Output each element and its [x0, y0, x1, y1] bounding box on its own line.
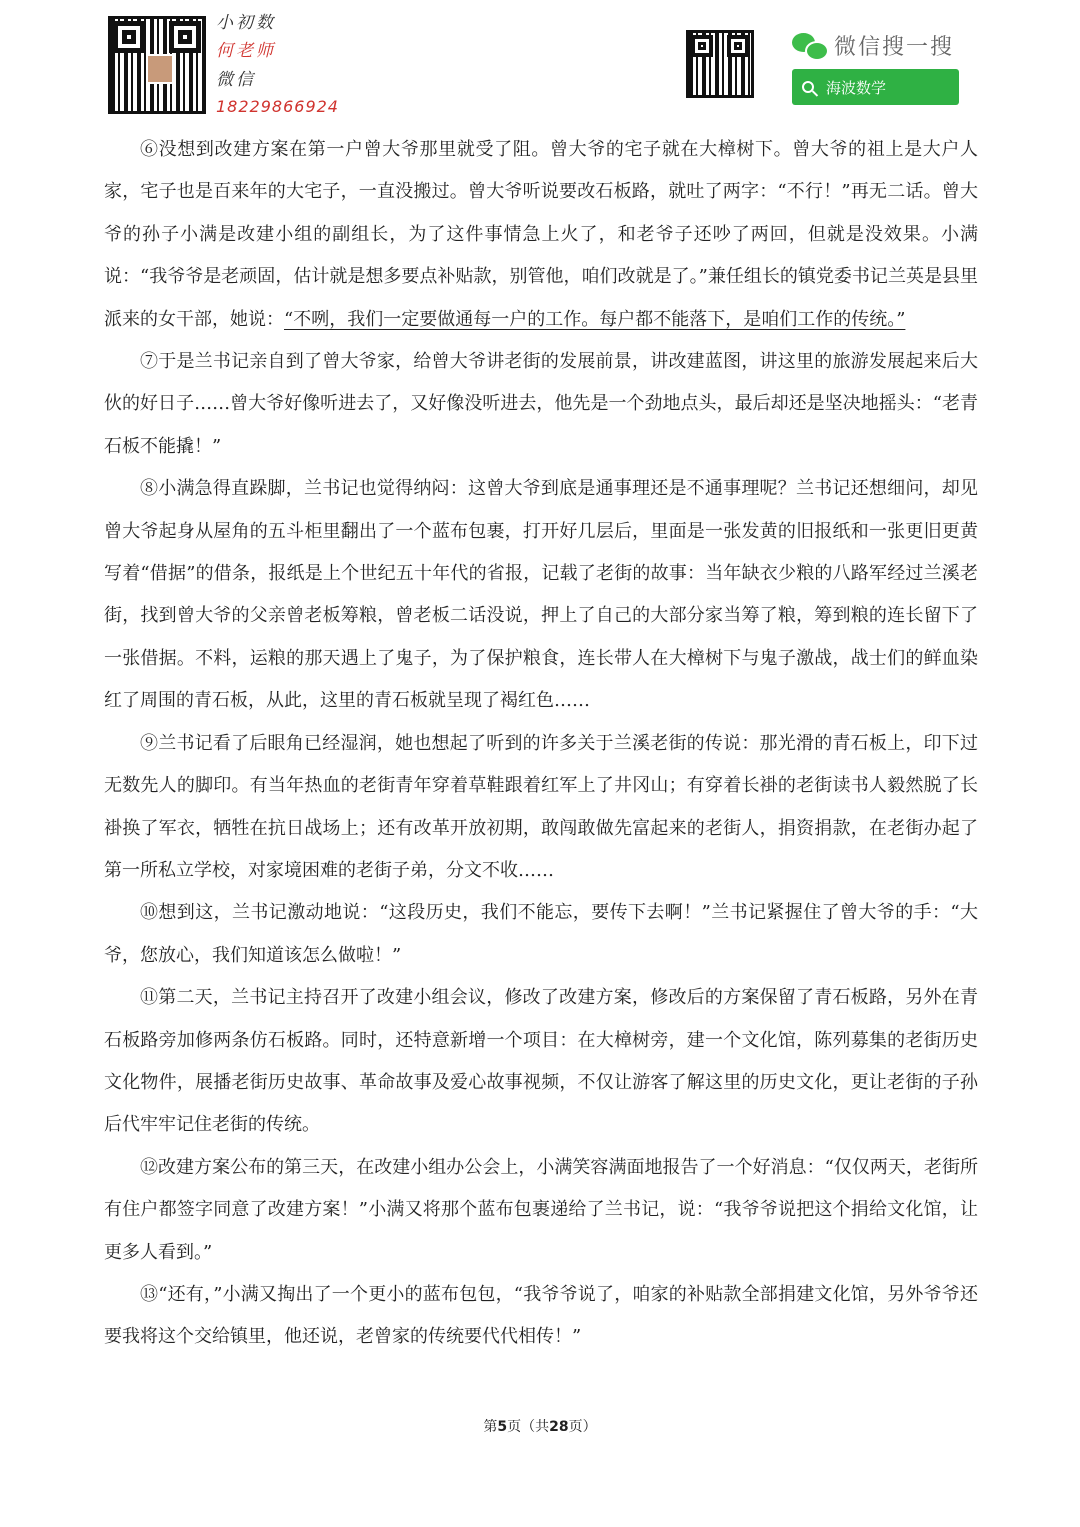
qr-code-right	[686, 30, 754, 98]
footer-middle: 页（共	[507, 1419, 550, 1435]
paragraph-7: ⑦于是兰书记亲自到了曾大爷家，给曾大爷讲老街的发展前景，讲改建蓝图，讲这里的旅游发展起来后大伙的好日子……曾大爷好像听进去了，又好像没听进去，他先是一个劲地点头，最后却还是坚决地摇头：“老青石板不能撬！”	[104, 351, 978, 457]
paragraph-12: ⑫改建方案公布的第三天，在改建小组办公会上，小满笑容满面地报告了一个好消息：“仅仅两天，老街所有住户都签字同意了改建方案！”小满又将那个蓝布包裹递给了兰书记，说：“我爷爷说把这个捐给文化馆，让更多人看到。”	[104, 1156, 978, 1263]
paragraph-11: ⑪第二天，兰书记主持召开了改建小组会议，修改了改建方案，修改后的方案保留了青石板路，另外在青石板路旁加修两条仿石板路。同时，还特意新增一个项目：在大樟树旁，建一个文化馆，陈列募集的老街历史文化物件，展播老街历史故事、革命故事及爱心故事视频，不仅让游客了解这里的历史文化，更让老街的子孙后代牢牢记住老街的传统。	[104, 987, 978, 1136]
qr-avatar-photo	[146, 54, 174, 84]
paragraph-10: ⑩想到这，兰书记激动地说：“这段历史，我们不能忘，要传下去啊！”兰书记紧握住了曾大爷的手：“大爷，您放心，我们知道该怎么做啦！”	[104, 902, 978, 966]
paragraph-8: ⑧小满急得直跺脚，兰书记也觉得纳闷：这曾大爷到底是通事理还是不通事理呢？兰书记还想细问，却见曾大爷起身从屋角的五斗柜里翻出了一个蓝布包裹，打开好几层后，里面是一张发黄的旧报纸和一张更旧更黄写着“借据”的借条，报纸是上个世纪五十年代的省报，记载了老街的故事：当年缺衣少粮的八路军经过兰溪老街，找到曾大爷的父亲曾老板筹粮，曾老板二话没说，押上了自己的大部分家当筹了粮，筹到粮的连长留下了一张借据。不料，运粮的那天遇上了鬼子，为了保护粮食，连长带人在大樟树下与鬼子激战，战士们的鲜血染红了周围的青石板，从此，这里的青石板就呈现了褐红色……	[104, 478, 978, 712]
wechat-search-button[interactable]	[792, 69, 959, 105]
handwriting-line-1: 小初数	[216, 13, 276, 33]
article-body	[104, 129, 978, 1359]
underlined-quote: “不咧，我们一定要做通每一户的工作。每户都不能落下，是咱们工作的传统。”	[284, 308, 906, 330]
handwriting-line-3: 微信	[216, 70, 256, 90]
paragraph-6	[104, 129, 978, 341]
page-footer	[0, 1416, 1080, 1436]
footer-prefix: 第	[483, 1419, 498, 1435]
search-icon	[802, 81, 814, 93]
wechat-search-title	[792, 30, 954, 60]
footer-suffix: 页）	[568, 1419, 597, 1435]
handwriting-line-2: 何老师	[216, 41, 276, 61]
handwriting-phone: 18229866924	[216, 97, 339, 116]
paragraph-9: ⑨兰书记看了后眼角已经湿润，她也想起了听到的许多关于兰溪老街的传说：那光滑的青石板上，印下过无数先人的脚印。有当年热血的老街青年穿着草鞋跟着红军上了井冈山；有穿着长褂的老街读书人毅然脱了长褂换了军衣，牺牲在抗日战场上；还有改革开放初期，敢闯敢做先富起来的老街人，捐资捐款，在老街办起了第一所私立学校，对家境困难的老街子弟，分文不收……	[104, 732, 978, 881]
wechat-logo-icon	[792, 31, 828, 59]
footer-total-pages: 28	[549, 1419, 569, 1435]
page-header	[0, 0, 1080, 125]
paragraph-6-text: ⑥没想到改建方案在第一户曾大爷那里就受了阻。曾大爷的宅子就在大樟树下。曾大爷的祖上是大户人家，宅子也是百来年的大宅子，一直没搬过。曾大爷听说要改石板路，就吐了两字：“不行！”再无二话。曾大爷的孙子小满是改建小组的副组长，为了这件事情急上火了，和老爷子还吵了两回，但就是没效果。小满说：“我爷爷是老顽固，估计就是想多要点补贴款，别管他，咱们改就是了。”兼任组长的镇党委书记兰英是县里派来的女干部，她说：	[104, 139, 978, 330]
wechat-search-button-label: 海波数学	[826, 78, 887, 97]
footer-page-number: 5	[497, 1419, 508, 1435]
paragraph-13: ⑬“还有，”小满又掏出了一个更小的蓝布包包，“我爷爷说了，咱家的补贴款全部捐建文化馆，另外爷爷还要我将这个交给镇里，他还说，老曾家的传统要代代相传！”	[104, 1283, 978, 1348]
wechat-search-label: 微信搜一搜	[834, 34, 955, 60]
